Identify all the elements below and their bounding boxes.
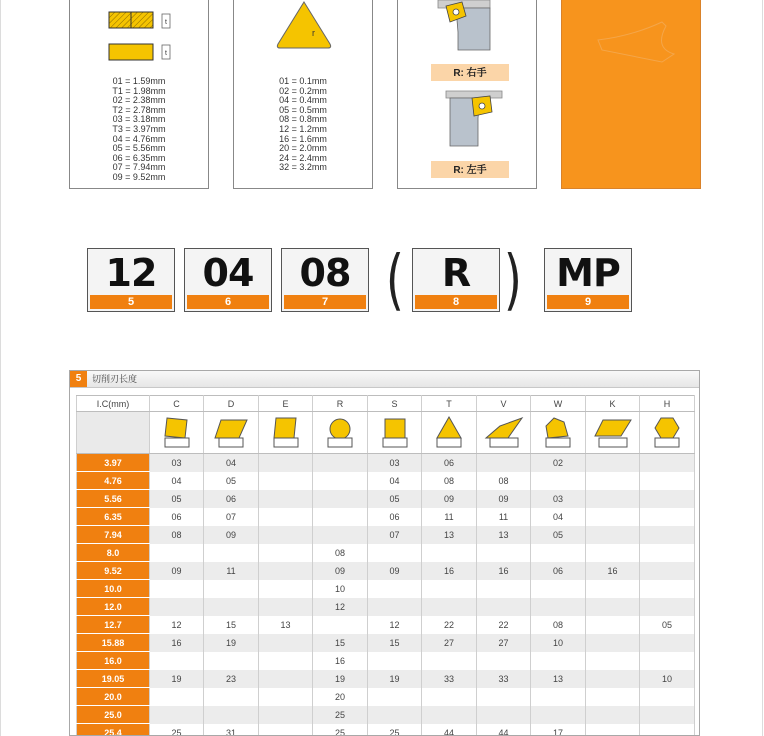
- edge-length-cell: 07: [368, 526, 422, 544]
- edge-length-cell: 05: [531, 526, 586, 544]
- edge-length-cell: [586, 634, 640, 652]
- edge-length-cell: [422, 688, 477, 706]
- edge-length-cell: [586, 580, 640, 598]
- open-parenthesis: (: [385, 241, 404, 318]
- thickness-spec-item: 01 = 1.59mm: [112, 76, 166, 86]
- edge-length-cell: 04: [150, 472, 204, 490]
- close-parenthesis: ): [503, 241, 522, 318]
- edge-length-cell: [586, 454, 640, 472]
- edge-length-cell: [586, 490, 640, 508]
- edge-length-cell: [204, 652, 259, 670]
- edge-length-cell: [640, 544, 695, 562]
- cutting-edge-length-table: [76, 395, 695, 736]
- edge-length-cell: [640, 526, 695, 544]
- edge-length-cell: 25: [313, 706, 368, 724]
- edge-length-cell: 23: [204, 670, 259, 688]
- edge-length-cell: [477, 544, 531, 562]
- edge-length-cell: [259, 490, 313, 508]
- insert-shape-e-icon: [266, 414, 306, 450]
- radius-spec-item: 16 = 1.6mm: [279, 133, 327, 144]
- thickness-panel: [69, 0, 209, 189]
- insert-shape-row: [77, 412, 695, 454]
- section-number: 5: [70, 371, 87, 387]
- edge-length-cell: 08: [313, 544, 368, 562]
- edge-length-cell: [313, 472, 368, 490]
- edge-length-cell: [531, 652, 586, 670]
- edge-length-cell: [640, 634, 695, 652]
- insert-shape-cell: [640, 412, 695, 454]
- thickness-spec-item: 02 = 2.38mm: [112, 95, 166, 106]
- edge-length-cell: 06: [422, 454, 477, 472]
- ic-value-cell: 10.0: [77, 580, 150, 598]
- radius-spec-item: 01 = 0.1mm: [279, 76, 327, 86]
- edge-length-cell: [531, 472, 586, 490]
- edge-length-cell: 44: [422, 724, 477, 736]
- column-header-w: W: [531, 396, 586, 412]
- insert-shape-cell: [531, 412, 586, 454]
- code-box-insert-size: [87, 248, 175, 312]
- thickness-spec-item: 09 = 9.52mm: [112, 171, 166, 182]
- code-position-number: 5: [90, 295, 172, 309]
- insert-shape-cell: [259, 412, 313, 454]
- edge-length-cell: 08: [531, 616, 586, 634]
- edge-length-cell: [204, 580, 259, 598]
- edge-length-cell: 16: [313, 652, 368, 670]
- table-row: [77, 580, 695, 598]
- code-box-chipbreaker: [544, 248, 632, 312]
- corner-radius-panel: [233, 0, 373, 189]
- thickness-spec-item: 05 = 5.56mm: [112, 143, 166, 154]
- table-row: [77, 724, 695, 736]
- chipbreaker-panel: [561, 0, 701, 189]
- edge-length-cell: 10: [531, 634, 586, 652]
- table-row: [77, 454, 695, 472]
- edge-length-cell: 20: [313, 688, 368, 706]
- cutting-hand-panel: [397, 0, 537, 189]
- edge-length-cell: [640, 562, 695, 580]
- table-row: [77, 634, 695, 652]
- edge-length-cell: [422, 580, 477, 598]
- edge-length-cell: [586, 724, 640, 736]
- code-position-number: 6: [187, 295, 269, 309]
- code-value: 04: [202, 251, 254, 295]
- edge-length-cell: 04: [204, 454, 259, 472]
- edge-length-cell: 03: [368, 454, 422, 472]
- solid-insert-icon: [109, 44, 153, 60]
- edge-length-cell: [368, 580, 422, 598]
- svg-text:r: r: [312, 28, 315, 38]
- edge-length-cell: [259, 544, 313, 562]
- edge-length-cell: 16: [150, 634, 204, 652]
- code-box-corner-radius: [281, 248, 369, 312]
- table-row: [77, 598, 695, 616]
- shape-row-header: [77, 412, 150, 454]
- edge-length-cell: 03: [531, 490, 586, 508]
- edge-length-cell: [368, 598, 422, 616]
- insert-shape-k-icon: [591, 414, 635, 450]
- insert-shape-cell: [422, 412, 477, 454]
- svg-text:t: t: [165, 19, 167, 26]
- edge-length-cell: 11: [422, 508, 477, 526]
- table-row: [77, 472, 695, 490]
- edge-length-cell: 12: [150, 616, 204, 634]
- edge-length-cell: [477, 598, 531, 616]
- edge-length-cell: [204, 544, 259, 562]
- edge-length-cell: 07: [204, 508, 259, 526]
- edge-length-cell: 09: [477, 490, 531, 508]
- code-box-thickness: [184, 248, 272, 312]
- chipbreaker-watermark: [562, 0, 702, 189]
- edge-length-cell: [531, 706, 586, 724]
- table-row: [77, 544, 695, 562]
- table-row: [77, 688, 695, 706]
- hand-left-label: R: 左手: [453, 165, 487, 176]
- edge-length-cell: 13: [259, 616, 313, 634]
- radius-spec-item: 20 = 2.0mm: [279, 143, 327, 154]
- edge-length-cell: 19: [368, 670, 422, 688]
- section-title-bar: [70, 371, 699, 388]
- code-position-number: 7: [284, 295, 366, 309]
- edge-length-cell: 27: [422, 634, 477, 652]
- edge-length-cell: [586, 652, 640, 670]
- ic-value-cell: 25.0: [77, 706, 150, 724]
- edge-length-cell: [204, 706, 259, 724]
- edge-length-cell: [586, 472, 640, 490]
- edge-length-cell: [477, 652, 531, 670]
- edge-length-cell: 19: [313, 670, 368, 688]
- edge-length-cell: 08: [477, 472, 531, 490]
- edge-length-cell: 44: [477, 724, 531, 736]
- radius-spec-list: [234, 77, 372, 173]
- ic-value-cell: 16.0: [77, 652, 150, 670]
- edge-length-cell: 17: [531, 724, 586, 736]
- table-row: [77, 526, 695, 544]
- edge-length-cell: 08: [422, 472, 477, 490]
- edge-length-cell: 03: [150, 454, 204, 472]
- radius-spec-item: 02 = 0.2mm: [279, 85, 327, 96]
- edge-length-cell: 09: [422, 490, 477, 508]
- column-header-s: S: [368, 396, 422, 412]
- edge-length-cell: 06: [150, 508, 204, 526]
- edge-length-cell: 25: [313, 724, 368, 736]
- edge-length-cell: 16: [586, 562, 640, 580]
- thickness-spec-list: [70, 77, 208, 183]
- edge-length-cell: 09: [313, 562, 368, 580]
- insert-shape-cell: [477, 412, 531, 454]
- edge-length-cell: [531, 598, 586, 616]
- thickness-spec-item: T3 = 3.97mm: [112, 123, 166, 134]
- edge-length-cell: [259, 562, 313, 580]
- edge-length-cell: 25: [150, 724, 204, 736]
- edge-length-cell: [313, 526, 368, 544]
- thickness-spec-item: 03 = 3.18mm: [112, 114, 166, 125]
- ic-value-cell: 9.52: [77, 562, 150, 580]
- edge-length-cell: [150, 544, 204, 562]
- code-box-cutting-hand: [412, 248, 500, 312]
- insert-shape-v-icon: [482, 414, 526, 450]
- edge-length-cell: 06: [204, 490, 259, 508]
- edge-length-cell: 06: [531, 562, 586, 580]
- edge-length-cell: 08: [150, 526, 204, 544]
- table-row: [77, 706, 695, 724]
- edge-length-cell: [259, 508, 313, 526]
- thickness-spec-item: 06 = 6.35mm: [112, 152, 166, 163]
- edge-length-cell: [640, 508, 695, 526]
- edge-length-cell: 33: [477, 670, 531, 688]
- column-header-e: E: [259, 396, 313, 412]
- edge-length-cell: 10: [640, 670, 695, 688]
- code-position-number: 9: [547, 295, 629, 309]
- insert-shape-cell: [150, 412, 204, 454]
- edge-length-cell: 11: [204, 562, 259, 580]
- column-header-r: R: [313, 396, 368, 412]
- triangle-insert-icon: [277, 2, 330, 48]
- table-row: [77, 652, 695, 670]
- insert-shape-s-icon: [375, 414, 415, 450]
- insert-shape-cell: [586, 412, 640, 454]
- insert-shape-cell: [368, 412, 422, 454]
- edge-length-cell: 22: [422, 616, 477, 634]
- table-row: [77, 508, 695, 526]
- ic-value-cell: 4.76: [77, 472, 150, 490]
- insert-shape-t-icon: [429, 414, 469, 450]
- table-row: [77, 490, 695, 508]
- ic-column-header: I.C(mm): [77, 396, 150, 412]
- edge-length-cell: 02: [531, 454, 586, 472]
- edge-length-cell: 05: [640, 616, 695, 634]
- edge-length-cell: [259, 454, 313, 472]
- edge-length-cell: [313, 508, 368, 526]
- ic-value-cell: 12.0: [77, 598, 150, 616]
- edge-length-cell: 13: [531, 670, 586, 688]
- edge-length-cell: [259, 688, 313, 706]
- edge-length-cell: 19: [204, 634, 259, 652]
- ic-value-cell: 6.35: [77, 508, 150, 526]
- cutting-edge-length-section: [69, 370, 700, 736]
- edge-length-cell: 33: [422, 670, 477, 688]
- edge-length-cell: 15: [368, 634, 422, 652]
- insert-shape-cell: [204, 412, 259, 454]
- ic-value-cell: 19.05: [77, 670, 150, 688]
- edge-length-cell: [586, 508, 640, 526]
- edge-length-cell: 15: [313, 634, 368, 652]
- edge-length-cell: [259, 706, 313, 724]
- edge-length-cell: [150, 580, 204, 598]
- edge-length-cell: 06: [368, 508, 422, 526]
- edge-length-cell: 15: [204, 616, 259, 634]
- insert-shape-cell: [313, 412, 368, 454]
- edge-length-cell: 05: [150, 490, 204, 508]
- table-header-row: [77, 396, 695, 412]
- edge-length-cell: [204, 688, 259, 706]
- hand-right-label: R: 右手: [453, 68, 487, 79]
- edge-length-cell: 25: [368, 724, 422, 736]
- edge-length-cell: [259, 724, 313, 736]
- edge-length-cell: [586, 670, 640, 688]
- column-header-t: T: [422, 396, 477, 412]
- table-row: [77, 562, 695, 580]
- edge-length-cell: 19: [150, 670, 204, 688]
- edge-length-cell: [259, 580, 313, 598]
- edge-length-cell: [640, 598, 695, 616]
- column-header-d: D: [204, 396, 259, 412]
- thickness-spec-item: 04 = 4.76mm: [112, 133, 166, 144]
- edge-length-cell: [477, 580, 531, 598]
- edge-length-cell: 27: [477, 634, 531, 652]
- edge-length-cell: 13: [477, 526, 531, 544]
- radius-spec-item: 05 = 0.5mm: [279, 104, 327, 115]
- edge-length-cell: [150, 598, 204, 616]
- edge-length-cell: 04: [531, 508, 586, 526]
- page-right-border: [762, 0, 763, 736]
- edge-length-cell: [531, 688, 586, 706]
- edge-length-cell: 31: [204, 724, 259, 736]
- table-row: [77, 616, 695, 634]
- thickness-spec-item: T2 = 2.78mm: [112, 104, 166, 115]
- insert-shape-c-icon: [157, 414, 197, 450]
- edge-length-cell: [531, 580, 586, 598]
- thickness-insert-diagram: [70, 0, 210, 70]
- section-title: 切削刃长度: [92, 374, 138, 384]
- insert-shape-r-icon: [320, 414, 360, 450]
- edge-length-cell: [477, 688, 531, 706]
- edge-length-cell: [477, 706, 531, 724]
- edge-length-cell: 16: [422, 562, 477, 580]
- radius-spec-item: 08 = 0.8mm: [279, 114, 327, 125]
- edge-length-cell: [477, 454, 531, 472]
- edge-length-cell: [422, 598, 477, 616]
- edge-length-cell: [259, 526, 313, 544]
- edge-length-cell: [586, 616, 640, 634]
- code-value: MP: [556, 251, 620, 295]
- edge-length-cell: [368, 688, 422, 706]
- edge-length-cell: [150, 688, 204, 706]
- code-value: 08: [299, 251, 351, 295]
- edge-length-cell: [259, 472, 313, 490]
- edge-length-cell: [259, 598, 313, 616]
- edge-length-cell: [640, 688, 695, 706]
- edge-length-cell: 11: [477, 508, 531, 526]
- edge-length-cell: [150, 706, 204, 724]
- edge-length-cell: [640, 706, 695, 724]
- edge-length-cell: 12: [368, 616, 422, 634]
- edge-length-cell: [586, 544, 640, 562]
- edge-length-cell: 10: [313, 580, 368, 598]
- edge-length-cell: [313, 454, 368, 472]
- column-header-k: K: [586, 396, 640, 412]
- edge-length-cell: [313, 490, 368, 508]
- ic-value-cell: 25.4: [77, 724, 150, 736]
- edge-length-cell: 04: [368, 472, 422, 490]
- ic-value-cell: 3.97: [77, 454, 150, 472]
- hand-holder-diagrams: [398, 0, 538, 189]
- ic-value-cell: 5.56: [77, 490, 150, 508]
- edge-length-cell: 12: [313, 598, 368, 616]
- edge-length-cell: 09: [150, 562, 204, 580]
- radius-spec-item: 12 = 1.2mm: [279, 123, 327, 134]
- edge-length-cell: [640, 454, 695, 472]
- insert-shape-h-icon: [647, 414, 687, 450]
- edge-length-cell: [313, 616, 368, 634]
- edge-length-cell: [150, 652, 204, 670]
- radius-spec-item: 32 = 3.2mm: [279, 162, 327, 173]
- edge-length-cell: [586, 526, 640, 544]
- edge-length-cell: [531, 544, 586, 562]
- code-value: 12: [105, 251, 157, 295]
- page-left-border: [0, 0, 1, 736]
- edge-length-cell: [640, 472, 695, 490]
- edge-length-cell: [368, 652, 422, 670]
- edge-length-cell: [368, 544, 422, 562]
- code-value: R: [441, 251, 471, 295]
- edge-length-cell: 09: [368, 562, 422, 580]
- ic-value-cell: 7.94: [77, 526, 150, 544]
- edge-length-cell: 22: [477, 616, 531, 634]
- radius-spec-item: 24 = 2.4mm: [279, 152, 327, 163]
- edge-length-cell: [368, 706, 422, 724]
- edge-length-cell: [586, 706, 640, 724]
- edge-length-cell: [204, 598, 259, 616]
- edge-length-cell: [422, 706, 477, 724]
- edge-length-cell: [259, 634, 313, 652]
- column-header-c: C: [150, 396, 204, 412]
- ic-value-cell: 20.0: [77, 688, 150, 706]
- edge-length-cell: [422, 544, 477, 562]
- table-row: [77, 670, 695, 688]
- edge-length-cell: 09: [204, 526, 259, 544]
- edge-length-cell: [640, 490, 695, 508]
- column-header-h: H: [640, 396, 695, 412]
- edge-length-cell: [259, 652, 313, 670]
- radius-spec-item: 04 = 0.4mm: [279, 95, 327, 106]
- column-header-v: V: [477, 396, 531, 412]
- thickness-spec-item: 07 = 7.94mm: [112, 162, 166, 173]
- edge-length-cell: [640, 652, 695, 670]
- ic-value-cell: 12.7: [77, 616, 150, 634]
- edge-length-cell: [586, 598, 640, 616]
- edge-length-cell: [259, 670, 313, 688]
- edge-length-cell: 05: [368, 490, 422, 508]
- radius-insert-diagram: [234, 0, 374, 60]
- insert-shape-d-icon: [211, 414, 251, 450]
- edge-length-cell: 13: [422, 526, 477, 544]
- ic-value-cell: 15.88: [77, 634, 150, 652]
- insert-shape-w-icon: [538, 414, 578, 450]
- edge-length-cell: [640, 724, 695, 736]
- edge-length-cell: [422, 652, 477, 670]
- edge-length-cell: 05: [204, 472, 259, 490]
- code-position-number: 8: [415, 295, 497, 309]
- ic-value-cell: 8.0: [77, 544, 150, 562]
- edge-length-cell: [640, 580, 695, 598]
- thickness-spec-item: T1 = 1.98mm: [112, 85, 166, 96]
- edge-length-cell: [586, 688, 640, 706]
- svg-text:t: t: [165, 50, 167, 57]
- edge-length-cell: 16: [477, 562, 531, 580]
